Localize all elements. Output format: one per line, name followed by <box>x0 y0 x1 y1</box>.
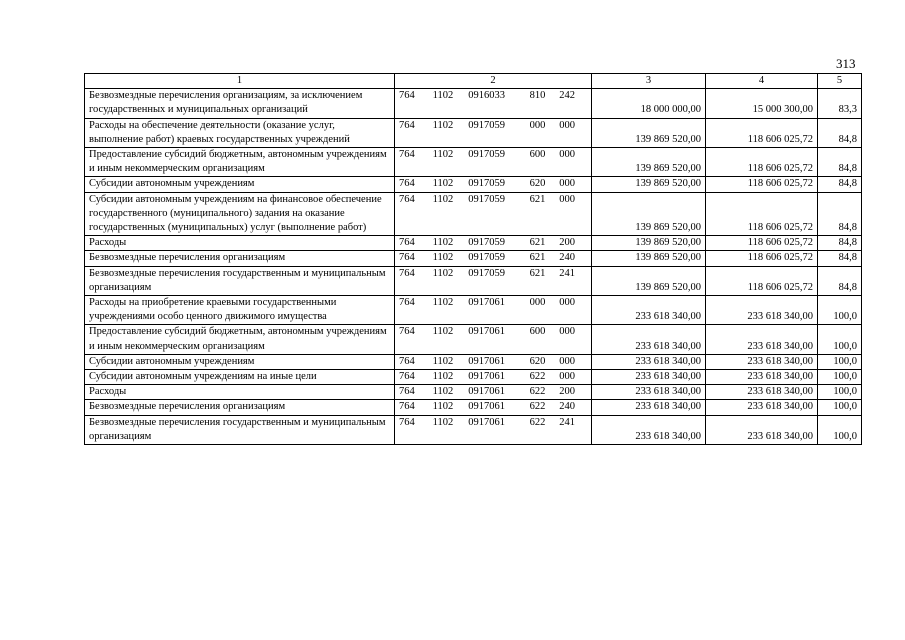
target-article-code: 0917059 <box>468 178 506 190</box>
table-row <box>85 177 862 192</box>
plan-amount: 233 618 340,00 <box>592 354 706 369</box>
plan-amount: 233 618 340,00 <box>592 325 706 354</box>
execution-percent: 84,8 <box>818 236 862 251</box>
plan-amount: 139 869 520,00 <box>592 266 706 295</box>
expense-type-code: 622 <box>529 371 546 383</box>
expense-type-code: 621 <box>529 252 546 264</box>
plan-amount: 139 869 520,00 <box>592 236 706 251</box>
kosgu-code: 240 <box>559 401 576 413</box>
plan-amount: 18 000 000,00 <box>592 89 706 118</box>
table-row <box>85 370 862 385</box>
fact-amount: 118 606 025,72 <box>706 177 818 192</box>
plan-amount: 139 869 520,00 <box>592 118 706 147</box>
table-row <box>85 148 862 177</box>
row-name: Расходы <box>85 385 395 400</box>
kosgu-code: 000 <box>559 371 576 383</box>
plan-amount: 233 618 340,00 <box>592 415 706 444</box>
admin-code: 764 <box>399 90 415 102</box>
admin-code: 764 <box>399 297 415 309</box>
target-article-code: 0917059 <box>468 193 506 205</box>
section-code: 1102 <box>432 386 454 398</box>
header-col-2: 2 <box>395 74 592 89</box>
header-col-5: 5 <box>818 74 862 89</box>
section-code: 1102 <box>432 119 454 131</box>
row-codes <box>395 148 592 177</box>
section-code: 1102 <box>432 355 454 367</box>
expense-type-code: 621 <box>529 237 546 249</box>
execution-percent: 100,0 <box>818 325 862 354</box>
row-name: Субсидии автономным учреждениям на иные цели <box>85 370 395 385</box>
row-name: Предоставление субсидий бюджетным, автономным учреждениям и иным некоммерческим организациям <box>85 148 395 177</box>
header-col-4: 4 <box>706 74 818 89</box>
fact-amount: 15 000 300,00 <box>706 89 818 118</box>
admin-code: 764 <box>399 401 415 413</box>
kosgu-code: 000 <box>559 326 576 338</box>
target-article-code: 0917061 <box>468 386 506 398</box>
fact-amount: 118 606 025,72 <box>706 118 818 147</box>
row-name: Расходы на обеспечение деятельности (оказание услуг, выполнение работ) краевых государственных учреждений <box>85 118 395 147</box>
fact-amount: 118 606 025,72 <box>706 266 818 295</box>
admin-code: 764 <box>399 267 415 279</box>
target-article-code: 0917059 <box>468 119 506 131</box>
row-codes <box>395 89 592 118</box>
kosgu-code: 000 <box>559 178 576 190</box>
table-row <box>85 251 862 266</box>
fact-amount: 233 618 340,00 <box>706 354 818 369</box>
row-codes <box>395 370 592 385</box>
fact-amount: 233 618 340,00 <box>706 325 818 354</box>
admin-code: 764 <box>399 386 415 398</box>
kosgu-code: 000 <box>559 297 576 309</box>
kosgu-code: 000 <box>559 193 576 205</box>
table-row <box>85 266 862 295</box>
admin-code: 764 <box>399 416 415 428</box>
expense-type-code: 622 <box>529 386 546 398</box>
section-code: 1102 <box>432 297 454 309</box>
table-row <box>85 89 862 118</box>
expense-type-code: 000 <box>529 297 546 309</box>
expense-type-code: 622 <box>529 416 546 428</box>
target-article-code: 0916033 <box>468 90 506 102</box>
kosgu-code: 240 <box>559 252 576 264</box>
plan-amount: 233 618 340,00 <box>592 296 706 325</box>
execution-percent: 100,0 <box>818 296 862 325</box>
row-codes <box>395 354 592 369</box>
execution-percent: 83,3 <box>818 89 862 118</box>
target-article-code: 0917061 <box>468 416 506 428</box>
kosgu-code: 000 <box>559 355 576 367</box>
section-code: 1102 <box>432 371 454 383</box>
kosgu-code: 200 <box>559 386 576 398</box>
fact-amount: 233 618 340,00 <box>706 296 818 325</box>
expense-type-code: 621 <box>529 193 546 205</box>
row-codes <box>395 266 592 295</box>
expense-type-code: 620 <box>529 178 546 190</box>
section-code: 1102 <box>432 267 454 279</box>
table-row <box>85 296 862 325</box>
execution-percent: 84,8 <box>818 251 862 266</box>
admin-code: 764 <box>399 252 415 264</box>
execution-percent: 100,0 <box>818 400 862 415</box>
plan-amount: 139 869 520,00 <box>592 192 706 236</box>
kosgu-code: 200 <box>559 237 576 249</box>
row-codes <box>395 251 592 266</box>
plan-amount: 233 618 340,00 <box>592 370 706 385</box>
fact-amount: 118 606 025,72 <box>706 236 818 251</box>
expense-type-code: 622 <box>529 401 546 413</box>
fact-amount: 118 606 025,72 <box>706 192 818 236</box>
row-codes <box>395 325 592 354</box>
admin-code: 764 <box>399 237 415 249</box>
section-code: 1102 <box>432 90 454 102</box>
fact-amount: 118 606 025,72 <box>706 148 818 177</box>
section-code: 1102 <box>432 193 454 205</box>
admin-code: 764 <box>399 119 415 131</box>
section-code: 1102 <box>432 326 454 338</box>
table-header-row <box>85 74 862 89</box>
expense-type-code: 621 <box>529 267 546 279</box>
expense-type-code: 620 <box>529 355 546 367</box>
expense-type-code: 600 <box>529 149 546 161</box>
expense-type-code: 810 <box>529 90 546 102</box>
target-article-code: 0917059 <box>468 267 506 279</box>
fact-amount: 233 618 340,00 <box>706 385 818 400</box>
admin-code: 764 <box>399 178 415 190</box>
target-article-code: 0917059 <box>468 252 506 264</box>
row-name: Расходы на приобретение краевыми государственными учреждениями особо ценного движимого имущества <box>85 296 395 325</box>
row-codes <box>395 192 592 236</box>
admin-code: 764 <box>399 355 415 367</box>
section-code: 1102 <box>432 416 454 428</box>
execution-percent: 84,8 <box>818 192 862 236</box>
row-codes <box>395 296 592 325</box>
fact-amount: 118 606 025,72 <box>706 251 818 266</box>
row-name: Субсидии автономным учреждениям <box>85 354 395 369</box>
row-codes <box>395 177 592 192</box>
budget-table <box>84 73 862 445</box>
row-name: Предоставление субсидий бюджетным, автономным учреждениям и иным некоммерческим организациям <box>85 325 395 354</box>
table-row <box>85 118 862 147</box>
table-row <box>85 192 862 236</box>
execution-percent: 100,0 <box>818 415 862 444</box>
table-row <box>85 385 862 400</box>
section-code: 1102 <box>432 252 454 264</box>
admin-code: 764 <box>399 326 415 338</box>
row-codes <box>395 400 592 415</box>
plan-amount: 233 618 340,00 <box>592 385 706 400</box>
table-row <box>85 236 862 251</box>
expense-type-code: 600 <box>529 326 546 338</box>
execution-percent: 100,0 <box>818 370 862 385</box>
target-article-code: 0917061 <box>468 401 506 413</box>
admin-code: 764 <box>399 149 415 161</box>
page-number: 313 <box>836 56 856 71</box>
target-article-code: 0917061 <box>468 371 506 383</box>
row-codes <box>395 415 592 444</box>
kosgu-code: 242 <box>559 90 576 102</box>
row-name: Безвозмездные перечисления организациям <box>85 251 395 266</box>
plan-amount: 139 869 520,00 <box>592 251 706 266</box>
row-name: Безвозмездные перечисления организациям <box>85 400 395 415</box>
execution-percent: 84,8 <box>818 118 862 147</box>
section-code: 1102 <box>432 237 454 249</box>
header-col-1: 1 <box>85 74 395 89</box>
admin-code: 764 <box>399 193 415 205</box>
table-row <box>85 354 862 369</box>
execution-percent: 84,8 <box>818 148 862 177</box>
fact-amount: 233 618 340,00 <box>706 370 818 385</box>
target-article-code: 0917061 <box>468 297 506 309</box>
kosgu-code: 000 <box>559 149 576 161</box>
row-codes <box>395 385 592 400</box>
execution-percent: 84,8 <box>818 177 862 192</box>
kosgu-code: 241 <box>559 267 576 279</box>
row-name: Субсидии автономным учреждениям <box>85 177 395 192</box>
table-row <box>85 325 862 354</box>
header-col-3: 3 <box>592 74 706 89</box>
kosgu-code: 000 <box>559 119 576 131</box>
plan-amount: 139 869 520,00 <box>592 148 706 177</box>
table-row <box>85 400 862 415</box>
row-name: Субсидии автономным учреждениям на финансовое обеспечение государственного (муниципального) задания на оказание государственных (муниципальных) услуг (выполнение работ) <box>85 192 395 236</box>
execution-percent: 100,0 <box>818 385 862 400</box>
admin-code: 764 <box>399 371 415 383</box>
plan-amount: 139 869 520,00 <box>592 177 706 192</box>
kosgu-code: 241 <box>559 416 576 428</box>
fact-amount: 233 618 340,00 <box>706 400 818 415</box>
fact-amount: 233 618 340,00 <box>706 415 818 444</box>
table-row <box>85 415 862 444</box>
execution-percent: 100,0 <box>818 354 862 369</box>
target-article-code: 0917059 <box>468 149 506 161</box>
row-name: Расходы <box>85 236 395 251</box>
target-article-code: 0917061 <box>468 355 506 367</box>
section-code: 1102 <box>432 401 454 413</box>
target-article-code: 0917061 <box>468 326 506 338</box>
row-codes <box>395 236 592 251</box>
row-codes <box>395 118 592 147</box>
section-code: 1102 <box>432 178 454 190</box>
execution-percent: 84,8 <box>818 266 862 295</box>
row-name: Безвозмездные перечисления организациям, за исключением государственных и муниципальных организаций <box>85 89 395 118</box>
row-name: Безвозмездные перечисления государственным и муниципальным организациям <box>85 415 395 444</box>
plan-amount: 233 618 340,00 <box>592 400 706 415</box>
target-article-code: 0917059 <box>468 237 506 249</box>
row-name: Безвозмездные перечисления государственным и муниципальным организациям <box>85 266 395 295</box>
expense-type-code: 000 <box>529 119 546 131</box>
section-code: 1102 <box>432 149 454 161</box>
